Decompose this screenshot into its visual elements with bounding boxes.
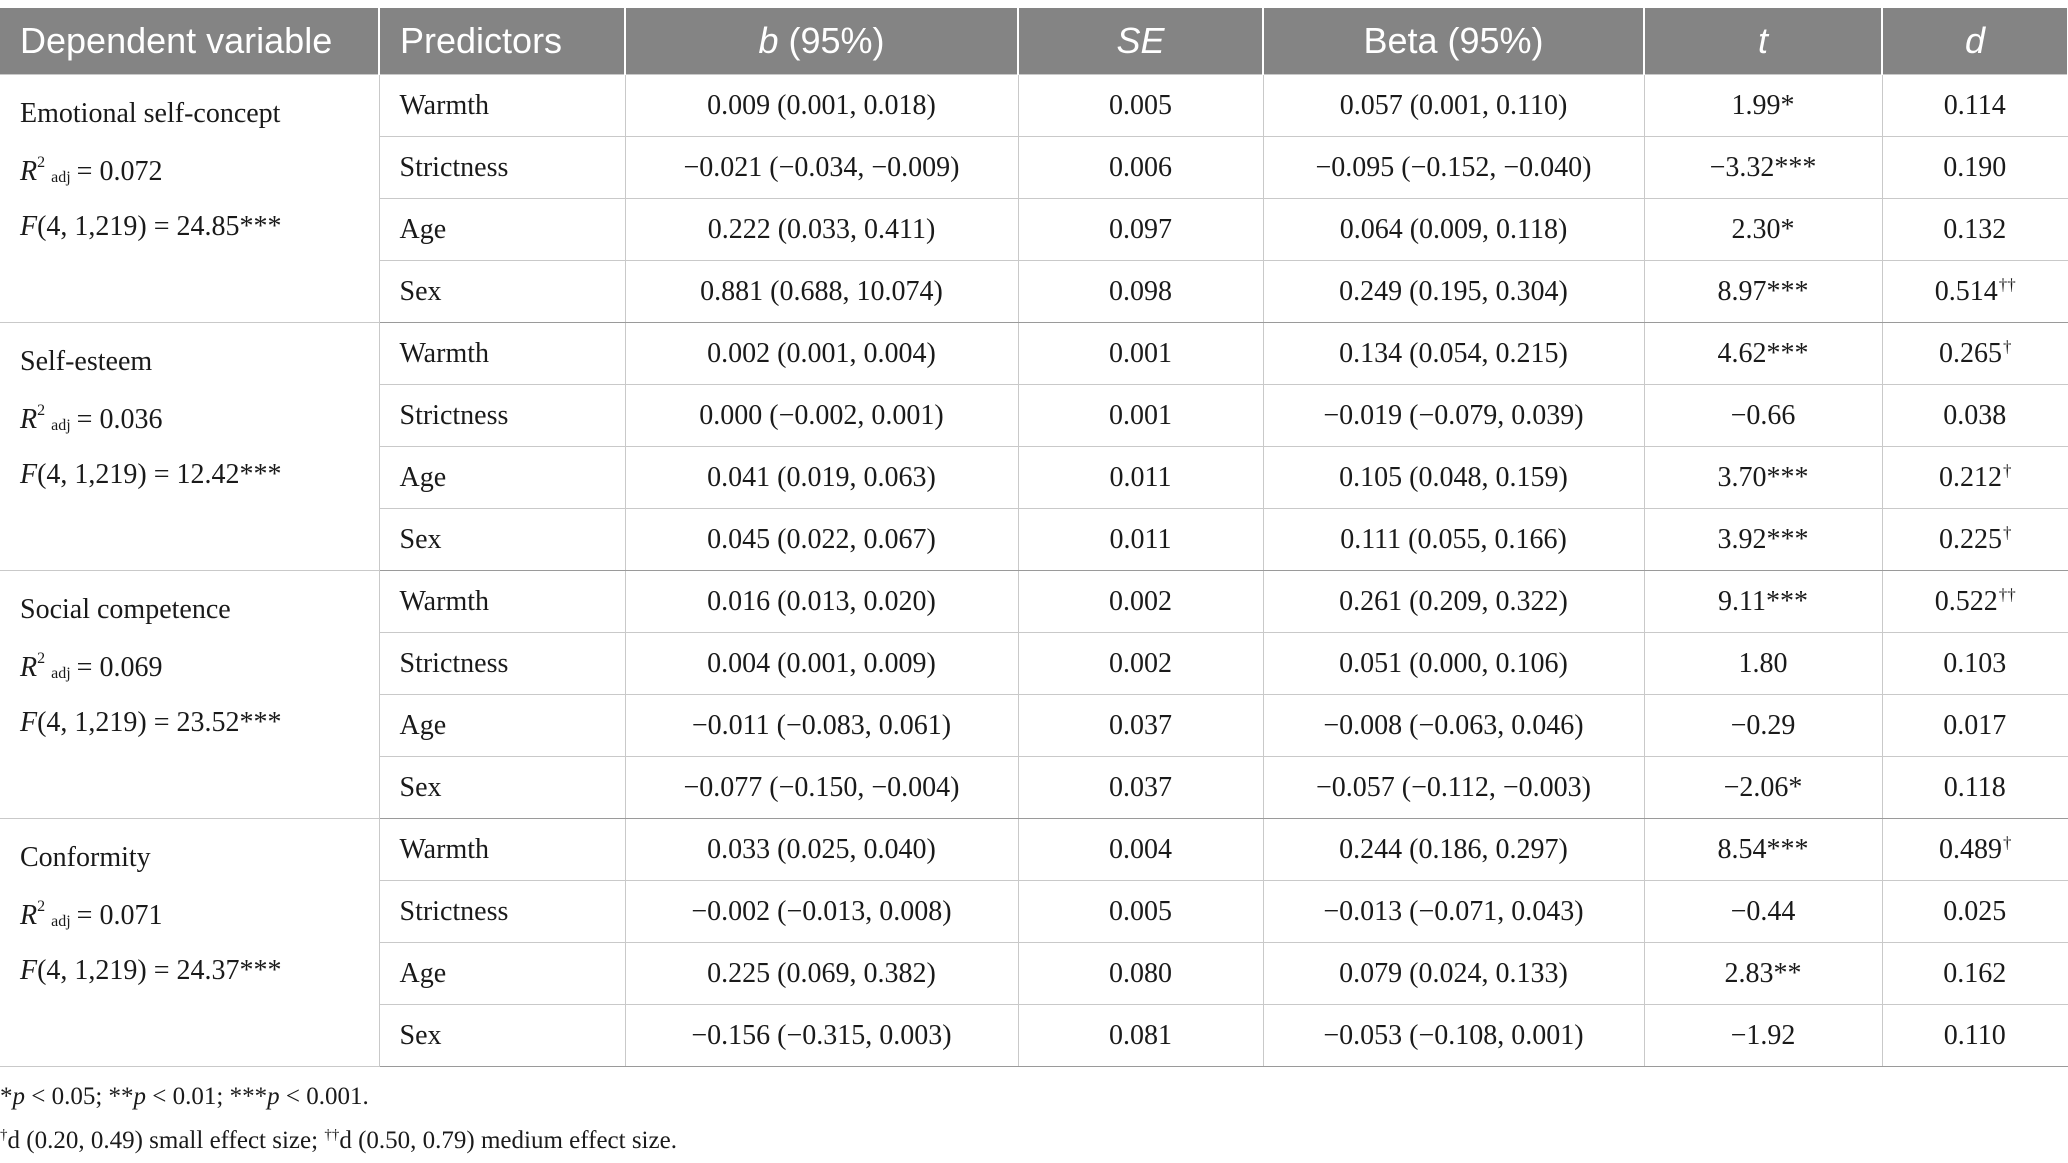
se-cell: 0.001 [1018, 385, 1263, 447]
predictor-cell: Age [379, 695, 625, 757]
d-value: 0.025 [1943, 896, 2007, 927]
r-squared-value: = 0.069 [76, 652, 163, 683]
b-cell: −0.156 (−0.315, 0.003) [625, 1005, 1018, 1067]
header-beta: Beta (95%) [1263, 8, 1644, 75]
effect-size-dagger: †† [1998, 585, 2016, 604]
se-cell: 0.011 [1018, 509, 1263, 571]
f-statistic [20, 946, 379, 995]
predictor-cell: Warmth [379, 819, 625, 881]
f-value: (4, 1,219) = 24.85*** [37, 211, 282, 242]
r-squared-superscript: 2 [37, 402, 46, 419]
se-cell: 0.001 [1018, 323, 1263, 385]
d-value: 0.522 [1934, 586, 1998, 617]
footnote-text: < 0.05; ** [25, 1083, 134, 1110]
table-row [0, 571, 2068, 633]
beta-cell: 0.244 (0.186, 0.297) [1263, 819, 1644, 881]
adj-subscript: adj [51, 665, 71, 682]
r-squared-superscript: 2 [37, 154, 46, 171]
se-cell: 0.002 [1018, 571, 1263, 633]
t-cell: −0.44 [1644, 881, 1882, 943]
b-cell: 0.881 (0.688, 10.074) [625, 261, 1018, 323]
effect-size-dagger: †† [1998, 275, 2016, 294]
d-value: 0.212 [1939, 462, 2002, 493]
t-cell: 1.80 [1644, 633, 1882, 695]
d-cell [1882, 571, 2068, 633]
t-cell: −0.29 [1644, 695, 1882, 757]
header-t-label: t [1757, 20, 1768, 61]
b-cell: 0.016 (0.013, 0.020) [625, 571, 1018, 633]
b-cell: −0.011 (−0.083, 0.061) [625, 695, 1018, 757]
footnote-p: p [133, 1083, 147, 1110]
t-cell: 8.54*** [1644, 819, 1882, 881]
se-cell: 0.037 [1018, 695, 1263, 757]
r-symbol: R [20, 900, 38, 931]
effect-size-dagger: † [2003, 523, 2012, 542]
footnote-effect-size [0, 1116, 677, 1160]
predictor-cell: Age [379, 199, 625, 261]
b-cell: 0.041 (0.019, 0.063) [625, 447, 1018, 509]
b-cell: −0.021 (−0.034, −0.009) [625, 137, 1018, 199]
b-cell: 0.045 (0.022, 0.067) [625, 509, 1018, 571]
d-value: 0.103 [1943, 648, 2007, 679]
f-statistic [20, 450, 379, 499]
r-squared-adjusted [20, 138, 379, 202]
t-cell: −3.32*** [1644, 137, 1882, 199]
se-cell: 0.080 [1018, 943, 1263, 1005]
t-cell: 4.62*** [1644, 323, 1882, 385]
footnote-text: d (0.50, 0.79) medium effect size. [339, 1127, 677, 1154]
se-cell: 0.004 [1018, 819, 1263, 881]
footnote-p: p [267, 1083, 280, 1110]
t-cell: 2.83** [1644, 943, 1882, 1005]
header-t [1644, 8, 1882, 75]
footnote-text: < 0.01; *** [146, 1083, 268, 1110]
dependent-variable-name: Emotional self-concept [20, 98, 281, 129]
r-squared-value: = 0.036 [76, 404, 163, 435]
beta-cell: −0.019 (−0.079, 0.039) [1263, 385, 1644, 447]
beta-cell: 0.105 (0.048, 0.159) [1263, 447, 1644, 509]
t-cell: 1.99* [1644, 75, 1882, 137]
d-cell [1882, 385, 2068, 447]
b-cell: 0.222 (0.033, 0.411) [625, 199, 1018, 261]
se-cell: 0.005 [1018, 881, 1263, 943]
d-cell [1882, 509, 2068, 571]
footnote-star: * [0, 1083, 13, 1110]
table-row [0, 819, 2068, 881]
footnote-text: d (0.20, 0.49) small effect size; [7, 1127, 325, 1154]
b-cell: 0.033 (0.025, 0.040) [625, 819, 1018, 881]
adj-subscript: adj [51, 913, 71, 930]
effect-size-dagger: † [2003, 461, 2012, 480]
d-cell [1882, 881, 2068, 943]
beta-cell: 0.134 (0.054, 0.215) [1263, 323, 1644, 385]
header-row [0, 8, 2068, 75]
r-squared-superscript: 2 [37, 650, 46, 667]
r-squared-superscript: 2 [37, 898, 46, 915]
adj-subscript: adj [51, 169, 71, 186]
dependent-variable-cell [0, 75, 379, 323]
header-se-label: SE [1116, 20, 1165, 61]
predictor-cell: Strictness [379, 633, 625, 695]
beta-cell: −0.095 (−0.152, −0.040) [1263, 137, 1644, 199]
d-cell [1882, 199, 2068, 261]
b-cell: −0.077 (−0.150, −0.004) [625, 757, 1018, 819]
d-cell [1882, 323, 2068, 385]
se-cell: 0.037 [1018, 757, 1263, 819]
f-value: (4, 1,219) = 24.37*** [37, 955, 282, 986]
d-cell [1882, 447, 2068, 509]
table-body [0, 75, 2068, 1067]
beta-cell: 0.261 (0.209, 0.322) [1263, 571, 1644, 633]
r-squared-adjusted [20, 882, 379, 946]
f-symbol: F [20, 955, 38, 986]
beta-cell: −0.057 (−0.112, −0.003) [1263, 757, 1644, 819]
effect-size-dagger: † [2003, 833, 2012, 852]
header-b [625, 8, 1018, 75]
predictor-cell: Age [379, 943, 625, 1005]
table-row [0, 323, 2068, 385]
dependent-variable-cell [0, 323, 379, 571]
t-cell: 3.92*** [1644, 509, 1882, 571]
r-symbol: R [20, 404, 38, 435]
d-value: 0.114 [1943, 90, 2006, 121]
se-cell: 0.098 [1018, 261, 1263, 323]
beta-cell: 0.051 (0.000, 0.106) [1263, 633, 1644, 695]
predictor-cell: Sex [379, 1005, 625, 1067]
footnote-text: < 0.001. [279, 1083, 369, 1110]
r-symbol: R [20, 652, 38, 683]
t-cell: 3.70*** [1644, 447, 1882, 509]
f-statistic [20, 698, 379, 747]
beta-cell: 0.249 (0.195, 0.304) [1263, 261, 1644, 323]
d-cell [1882, 757, 2068, 819]
se-cell: 0.002 [1018, 633, 1263, 695]
header-predictors: Predictors [379, 8, 625, 75]
table-row [0, 75, 2068, 137]
d-value: 0.489 [1939, 834, 2002, 865]
r-squared-value: = 0.072 [76, 156, 163, 187]
t-cell: −0.66 [1644, 385, 1882, 447]
t-cell: −2.06* [1644, 757, 1882, 819]
predictor-cell: Warmth [379, 75, 625, 137]
beta-cell: −0.008 (−0.063, 0.046) [1263, 695, 1644, 757]
d-value: 0.190 [1943, 152, 2007, 183]
dependent-variable-name: Self-esteem [20, 346, 153, 377]
beta-cell: −0.013 (−0.071, 0.043) [1263, 881, 1644, 943]
f-symbol: F [20, 707, 38, 738]
d-cell [1882, 943, 2068, 1005]
predictor-cell: Sex [379, 261, 625, 323]
t-cell: 8.97*** [1644, 261, 1882, 323]
se-cell: 0.097 [1018, 199, 1263, 261]
r-symbol: R [20, 156, 38, 187]
se-cell: 0.081 [1018, 1005, 1263, 1067]
predictor-cell: Strictness [379, 881, 625, 943]
footnote-dagger: † [0, 1127, 8, 1143]
effect-size-dagger: † [2003, 337, 2012, 356]
header-b-suffix: (95%) [778, 20, 885, 61]
t-cell: 2.30* [1644, 199, 1882, 261]
f-value: (4, 1,219) = 23.52*** [37, 707, 282, 738]
d-value: 0.162 [1943, 958, 2007, 989]
regression-table [0, 8, 2068, 1067]
predictor-cell: Warmth [379, 323, 625, 385]
dependent-variable-name: Conformity [20, 842, 151, 873]
adj-subscript: adj [51, 417, 71, 434]
f-symbol: F [20, 459, 38, 490]
table-footnotes [0, 1078, 677, 1160]
header-dependent-variable: Dependent variable [0, 8, 379, 75]
d-value: 0.265 [1939, 338, 2002, 369]
b-cell: 0.000 (−0.002, 0.001) [625, 385, 1018, 447]
beta-cell: 0.079 (0.024, 0.133) [1263, 943, 1644, 1005]
d-cell [1882, 1005, 2068, 1067]
d-cell [1882, 819, 2068, 881]
beta-cell: −0.053 (−0.108, 0.001) [1263, 1005, 1644, 1067]
header-d [1882, 8, 2068, 75]
beta-cell: 0.111 (0.055, 0.166) [1263, 509, 1644, 571]
r-squared-value: = 0.071 [76, 900, 163, 931]
d-cell [1882, 695, 2068, 757]
r-squared-adjusted [20, 634, 379, 698]
se-cell: 0.006 [1018, 137, 1263, 199]
footnote-p: p [12, 1083, 25, 1110]
footnote-significance [0, 1078, 677, 1116]
dependent-variable-cell [0, 819, 379, 1067]
f-symbol: F [20, 211, 38, 242]
regression-table-container [0, 8, 2068, 1067]
footnote-double-dagger: †† [324, 1127, 340, 1143]
d-value: 0.038 [1943, 400, 2007, 431]
t-cell: −1.92 [1644, 1005, 1882, 1067]
d-value: 0.017 [1943, 710, 2007, 741]
beta-cell: 0.064 (0.009, 0.118) [1263, 199, 1644, 261]
predictor-cell: Strictness [379, 385, 625, 447]
b-cell: −0.002 (−0.013, 0.008) [625, 881, 1018, 943]
header-d-label: d [1964, 20, 1986, 61]
d-value: 0.132 [1943, 214, 2007, 245]
d-cell [1882, 261, 2068, 323]
b-cell: 0.002 (0.001, 0.004) [625, 323, 1018, 385]
d-value: 0.110 [1943, 1020, 2006, 1051]
d-value: 0.514 [1934, 276, 1998, 307]
dependent-variable-cell [0, 571, 379, 819]
header-b-symbol: b [758, 20, 779, 61]
predictor-cell: Warmth [379, 571, 625, 633]
dependent-variable-name: Social competence [20, 594, 231, 625]
beta-cell: 0.057 (0.001, 0.110) [1263, 75, 1644, 137]
r-squared-adjusted [20, 386, 379, 450]
f-value: (4, 1,219) = 12.42*** [37, 459, 282, 490]
predictor-cell: Strictness [379, 137, 625, 199]
predictor-cell: Age [379, 447, 625, 509]
header-se [1018, 8, 1263, 75]
t-cell: 9.11*** [1644, 571, 1882, 633]
predictor-cell: Sex [379, 757, 625, 819]
se-cell: 0.005 [1018, 75, 1263, 137]
d-value: 0.225 [1939, 524, 2002, 555]
predictor-cell: Sex [379, 509, 625, 571]
b-cell: 0.225 (0.069, 0.382) [625, 943, 1018, 1005]
f-statistic [20, 202, 379, 251]
d-value: 0.118 [1943, 772, 2006, 803]
se-cell: 0.011 [1018, 447, 1263, 509]
d-cell [1882, 75, 2068, 137]
d-cell [1882, 633, 2068, 695]
b-cell: 0.004 (0.001, 0.009) [625, 633, 1018, 695]
b-cell: 0.009 (0.001, 0.018) [625, 75, 1018, 137]
d-cell [1882, 137, 2068, 199]
